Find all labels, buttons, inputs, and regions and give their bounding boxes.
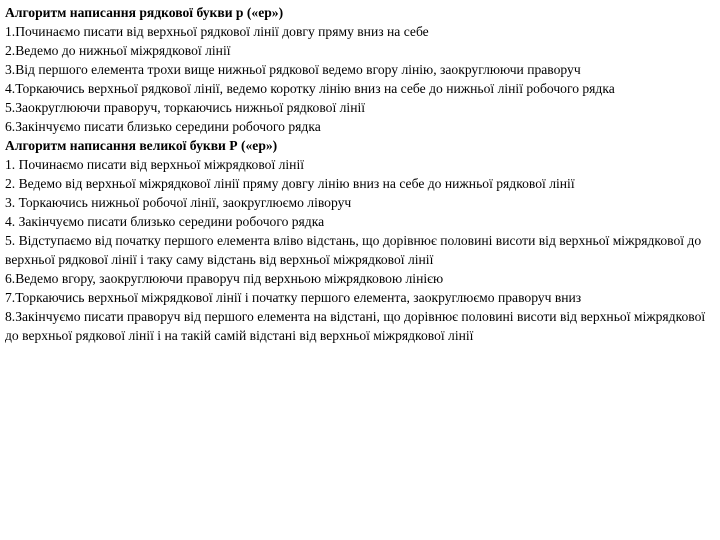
heading-uppercase-r: Алгоритм написання великої букви Р («ер») bbox=[5, 138, 278, 153]
lowercase-step-1: 1.Починаємо писати від верхньої рядкової лінії довгу пряму вниз на себе bbox=[5, 24, 429, 39]
uppercase-step-1: 1. Починаємо писати від верхньої міжрядкової лінії bbox=[5, 157, 305, 172]
lowercase-step-3: 3.Від першого елемента трохи вище нижньої рядкової ведемо вгору лінію, заокруглюючи праворуч bbox=[5, 62, 581, 77]
uppercase-step-7: 7.Торкаючись верхньої міжрядкової лінії і початку першого елемента, заокруглюємо праворуч вниз bbox=[5, 290, 582, 305]
heading-lowercase-r: Алгоритм написання рядкової букви р («ер») bbox=[5, 5, 284, 20]
uppercase-step-2: 2. Ведемо від верхньої міжрядкової лінії пряму довгу лінію вниз на себе до нижньої рядкової лінії bbox=[5, 176, 575, 191]
lowercase-step-5: 5.Заокруглюючи праворуч, торкаючись нижньої рядкової лінії bbox=[5, 100, 366, 115]
uppercase-step-6: 6.Ведемо вгору, заокруглюючи праворуч під верхньою міжрядковою лінією bbox=[5, 271, 444, 286]
uppercase-step-8: 8.Закінчуємо писати праворуч від першого елемента на відстані, що дорівнює половині висоти від верхньої міжрядкової до верхньої рядкової лінії і на такій самій відстані від верхньої міжрядкової лінії bbox=[5, 309, 706, 343]
uppercase-step-3: 3. Торкаючись нижньої робочої лінії, заокруглюємо ліворуч bbox=[5, 195, 352, 210]
lowercase-step-6: 6.Закінчуємо писати близько середини робочого рядка bbox=[5, 119, 321, 134]
lowercase-step-2: 2.Ведемо до нижньої міжрядкової лінії bbox=[5, 43, 231, 58]
lowercase-step-4: 4.Торкаючись верхньої рядкової лінії, ведемо коротку лінію вниз на себе до нижньої лінії робочого рядка bbox=[5, 81, 615, 96]
uppercase-step-4: 4. Закінчуємо писати близько середини робочого рядка bbox=[5, 214, 325, 229]
document-page bbox=[5, 3, 717, 345]
uppercase-step-5: 5. Відступаємо від початку першого елемента вліво відстань, що дорівнює половині висоти від верхньої міжрядкової до верхньої рядкової лінії і таку саму відстань від верхньої міжрядкової лінії bbox=[5, 233, 702, 267]
